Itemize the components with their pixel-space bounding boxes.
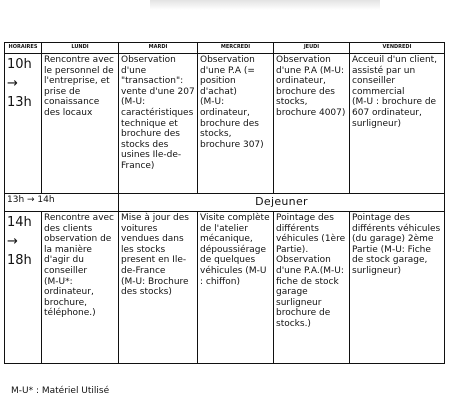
morning-jeudi: Observation d'une P.A (M-U: ordinateur, brochure des stocks, brochure 4007)	[274, 54, 350, 194]
morning-vendredi: Acceuil d'un client, assisté par un conseiller commercial (M-U : brochure de 607 ordinateur, surligneur)	[350, 54, 445, 194]
morning-lundi: Rencontre avec le personnel de l'entreprise, et prise de conaissance des locaux	[42, 54, 119, 194]
morning-time: 10h → 13h	[5, 54, 42, 194]
lunch-row	[5, 194, 445, 212]
afternoon-mardi: Mise à jour des voitures vendues dans les stocks present en Ile-de-France (M-U: Brochure des stocks)	[119, 212, 198, 364]
morning-mercredi: Observation d'une P.A (= position d'achat) (M-U: ordinateur, brochure des stocks, brochure 307)	[198, 54, 274, 194]
header-horaires: HORAIRES	[5, 43, 42, 54]
morning-mardi: Observation d'une "transaction": vente d'une 207 (M-U: caractéristiques technique et brochure des stocks des usines Ile-de-France)	[119, 54, 198, 194]
afternoon-row	[5, 212, 445, 364]
header-mercredi: MERCREDI	[198, 43, 274, 54]
lunch-time: 13h → 14h	[5, 194, 119, 212]
header-mardi: MARDI	[119, 43, 198, 54]
afternoon-time: 14h → 18h	[5, 212, 42, 364]
footnote: M-U* : Matériel Utilisé	[11, 386, 110, 396]
morning-row	[5, 54, 445, 194]
afternoon-vendredi: Pointage des différents véhicules (du garage) 2ème Partie (M-U: Fiche de stock garage, surligneur)	[350, 212, 445, 364]
top-edge-shading	[150, 0, 380, 10]
header-row	[5, 43, 445, 54]
afternoon-jeudi: Pointage des différents véhicules (1ère Partie). Observation d'une P.A.(M-U: fiche de stock garage surligneur brochure de stocks.)	[274, 212, 350, 364]
header-lundi: LUNDI	[42, 43, 119, 54]
afternoon-lundi: Rencontre avec des clients observation de la manière d'agir du conseiller (M-U*: ordinateur, brochure, téléphone.)	[42, 212, 119, 364]
afternoon-mercredi: Visite complète de l'atelier mécanique, dépoussiérage de quelques véhicules (M-U : chiffon)	[198, 212, 274, 364]
header-vendredi: VENDREDI	[350, 43, 445, 54]
header-jeudi: JEUDI	[274, 43, 350, 54]
lunch-label: Dejeuner	[119, 194, 445, 212]
weekly-schedule-table	[4, 42, 445, 364]
